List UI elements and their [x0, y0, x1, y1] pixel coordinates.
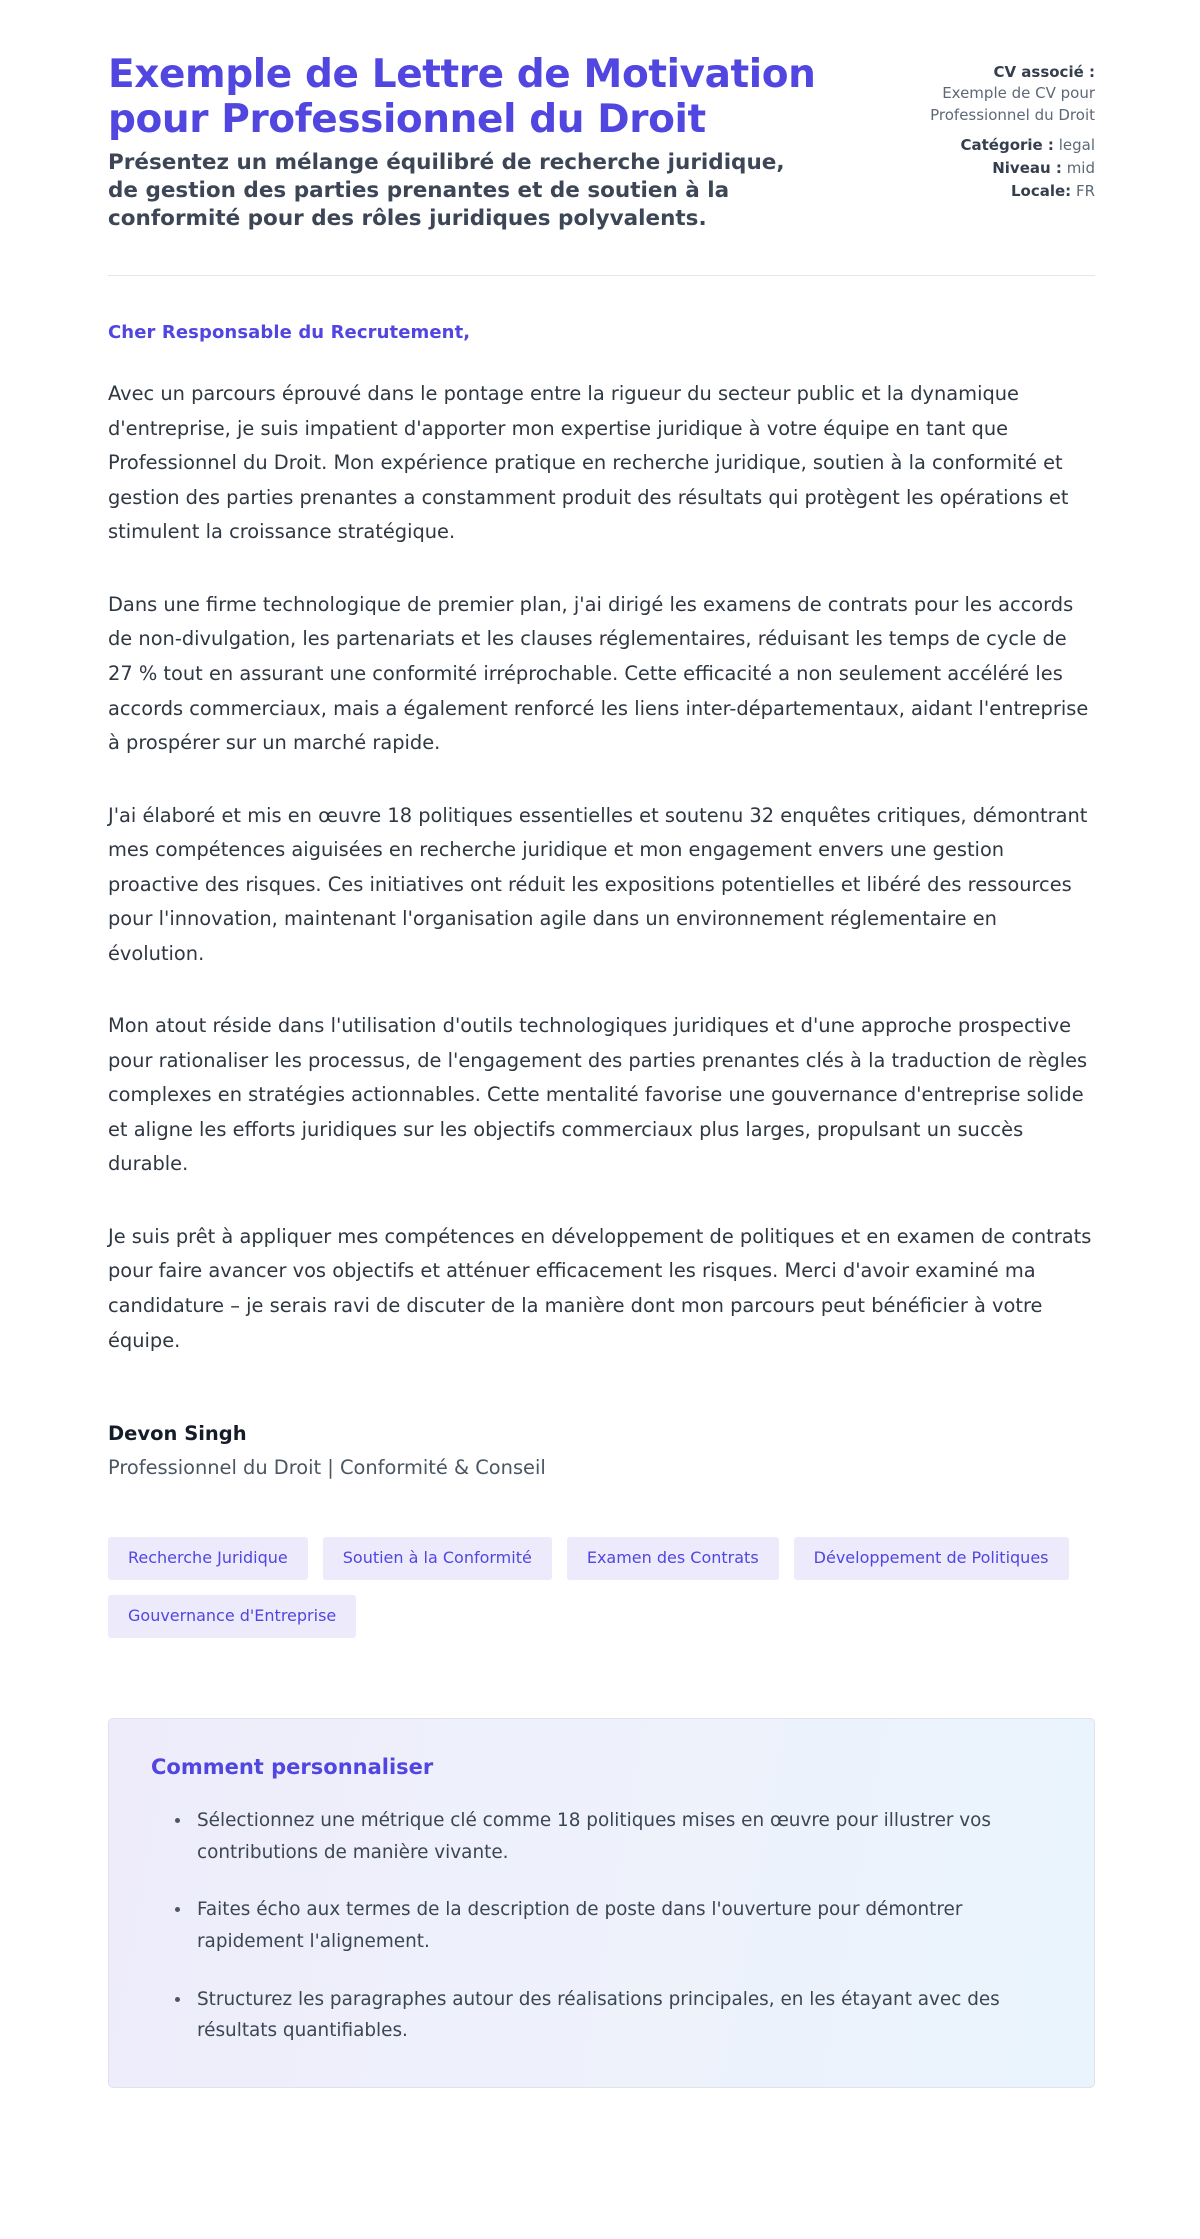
customization-callout	[108, 1718, 1095, 2088]
meta-associated-cv-value: Exemple de CV pour Professionnel du Droit	[930, 84, 1095, 124]
signature-role: Professionnel du Droit | Conformité & Conseil	[108, 1456, 546, 1480]
letter-salutation: Cher Responsable du Recrutement,	[108, 322, 471, 344]
document-metadata	[875, 52, 1095, 205]
meta-category-label: Catégorie :	[960, 135, 1054, 154]
callout-tip-item: Sélectionnez une métrique clé comme 18 politiques mises en œuvre pour illustrer vos contributions de manière vivante.	[175, 1805, 1052, 1868]
meta-level	[875, 158, 1095, 179]
meta-associated-cv-label: CV associé :	[993, 63, 1095, 81]
callout-tip-item: Structurez les paragraphes autour des réalisations principales, en les étayant avec des résultats quantifiables.	[175, 1984, 1052, 2047]
skill-tag-list	[108, 1537, 1095, 1638]
meta-level-label: Niveau :	[992, 159, 1062, 178]
letter-paragraph: J'ai élaboré et mis en œuvre 18 politiques essentielles et soutenu 32 enquêtes critiques, démontrant mes compétences aiguisées en recherche juridique et mon engagement envers une gestion proactive des risques. Ces initiatives ont réduit les expositions potentielles et libéré des ressources pour l'innovation, maintenant l'organisation agile dans un environnement réglementaire en évolution.	[108, 803, 1088, 965]
letter-paragraph: Avec un parcours éprouvé dans le pontage entre la rigueur du secteur public et la dynamique d'entreprise, je suis impatient d'apporter mon expertise juridique à votre équipe en tant que Professionnel du Droit. Mon expérience pratique en recherche juridique, soutien à la conformité et gestion des parties prenantes a constamment produit des résultats qui protègent les opérations et stimulent la croissance stratégique.	[108, 382, 1069, 544]
meta-locale-value: FR	[1075, 182, 1095, 201]
callout-tip-item: Faites écho aux termes de la description de poste dans l'ouverture pour démontrer rapidement l'alignement.	[175, 1894, 1052, 1957]
meta-locale-label: Locale:	[1010, 182, 1072, 201]
meta-associated-cv	[875, 62, 1095, 126]
skill-tag[interactable]: Développement de Politiques	[794, 1537, 1069, 1580]
signature-block	[108, 1422, 1095, 1479]
skill-tag[interactable]: Soutien à la Conformité	[323, 1537, 552, 1580]
document-header	[108, 52, 1095, 233]
page-subtitle: Présentez un mélange équilibré de recherche juridique, de gestion des parties prenantes et de soutien à la conformité pour des rôles juridiques polyvalents.	[108, 150, 785, 232]
skill-tag[interactable]: Gouvernance d'Entreprise	[108, 1595, 356, 1638]
skill-tag[interactable]: Recherche Juridique	[108, 1537, 308, 1580]
letter-paragraph: Je suis prêt à appliquer mes compétences en développement de politiques et en examen de contrats pour faire avancer vos objectifs et atténuer efficacement les risques. Merci d'avoir examiné ma candidature – je serais ravi de discuter de la manière dont mon parcours peut bénéficier à votre équipe.	[108, 1224, 1092, 1352]
callout-tip-list	[151, 1805, 1052, 2047]
callout-title: Comment personnaliser	[151, 1755, 434, 1780]
meta-category	[875, 135, 1095, 156]
signature-name: Devon Singh	[108, 1422, 247, 1446]
meta-locale	[875, 181, 1095, 202]
letter-paragraph: Dans une firme technologique de premier plan, j'ai dirigé les examens de contrats pour les accords de non-divulgation, les partenariats et les clauses réglementaires, réduisant les temps de cycle de 27 % tout en assurant une conformité irréprochable. Cette efficacité a non seulement accéléré les accords commerciaux, mais a également renforcé les liens inter-départementaux, aidant l'entreprise à prospérer sur un marché rapide.	[108, 592, 1089, 755]
header-title-block	[108, 52, 835, 233]
letter-body	[108, 276, 1095, 1358]
letter-paragraph: Mon atout réside dans l'utilisation d'outils technologiques juridiques et d'une approche prospective pour rationaliser les processus, de l'engagement des parties prenantes clés à la traduction de règles complexes en stratégies actionnables. Cette mentalité favorise une gouvernance d'entreprise solide et aligne les efforts juridiques sur les objectifs commerciaux plus larges, propulsant un succès durable.	[108, 1014, 1088, 1176]
meta-level-value: mid	[1066, 159, 1095, 178]
meta-category-value: legal	[1058, 135, 1095, 154]
page-title: Exemple de Lettre de Motivation pour Professionnel du Droit	[108, 52, 816, 143]
skill-tag[interactable]: Examen des Contrats	[567, 1537, 779, 1580]
